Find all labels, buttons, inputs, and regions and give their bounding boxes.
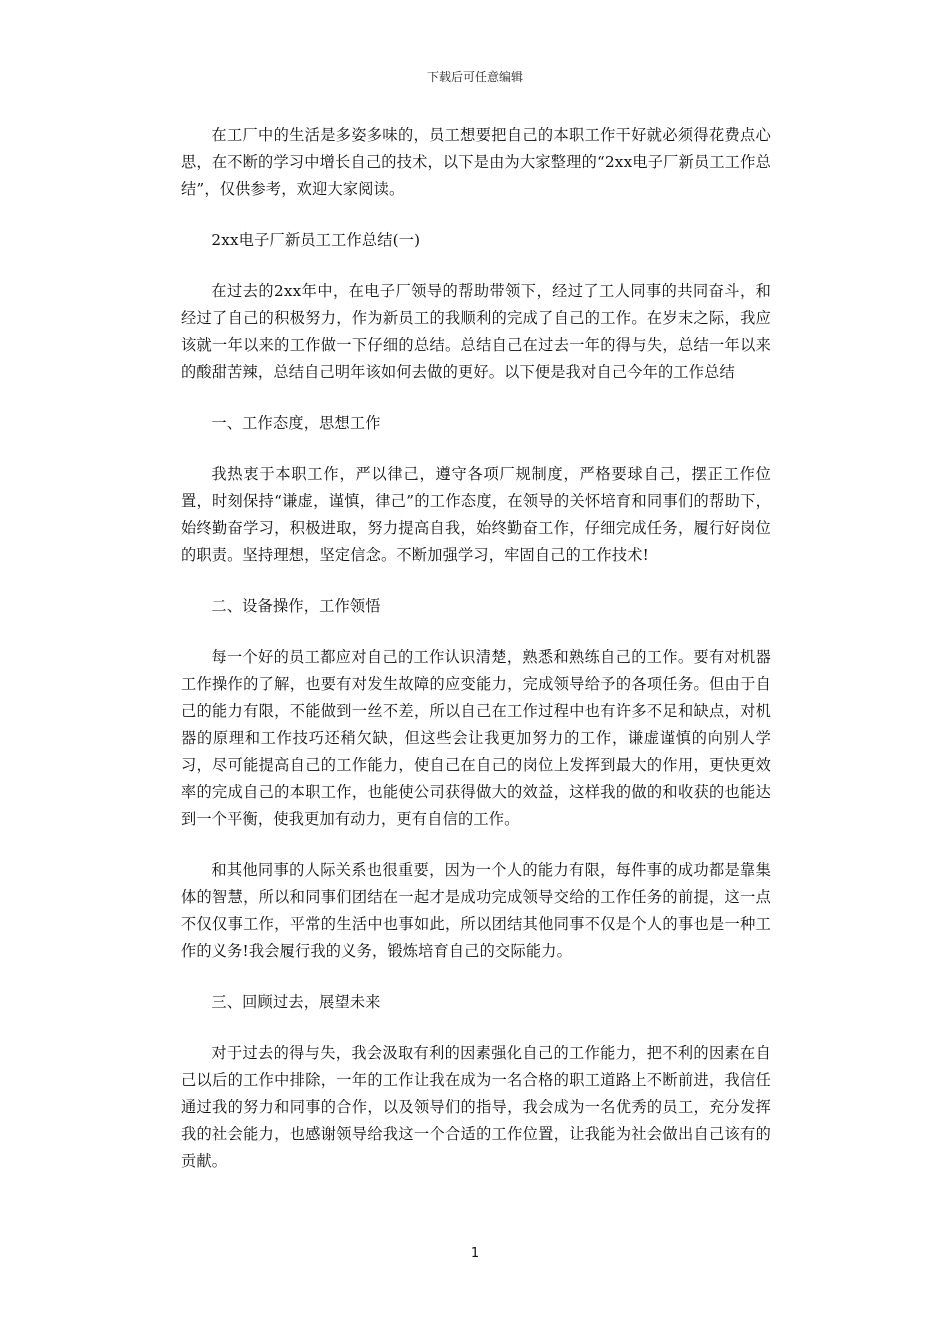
opening-paragraph: 在过去的2xx年中，在电子厂领导的帮助带领下，经过了工人同事的共同奋斗，和经过了自己的积极努力，作为新员工的我顺利的完成了自己的工作。在岁末之际，我应该就一年以来的工作做一下仔细的总结。总结自己在过去一年的得与失，总结一年以来的酸甜苦辣，总结自己明年该如何去做的更好。以下便是我对自己今年的工作总结 bbox=[181, 282, 771, 381]
intro-paragraph: 在工厂中的生活是多姿多味的，员工想要把自己的本职工作干好就必须得花费点心思，在不断的学习中增长自己的技术，以下是由为大家整理的“2xx电子厂新员工工作总结”，仅供参考，欢迎大家阅读。 bbox=[181, 126, 771, 198]
document-title: 2xx电子厂新员工工作总结(一) bbox=[211, 231, 421, 249]
section-1-paragraph: 我热衷于本职工作，严以律己，遵守各项厂规制度，严格要球自己，摆正工作位置，时刻保持“谦虚，谨慎，律己”的工作态度，在领导的关怀培育和同事们的帮助下，始终勤奋学习，积极进取，努力提高自我，始终勤奋工作，仔细完成任务，履行好岗位的职责。坚持理想，坚定信念。不断加强学习，牢固自己的工作技术! bbox=[181, 465, 771, 564]
page-number: 1 bbox=[470, 1246, 480, 1261]
section-3-paragraph: 对于过去的得与失，我会汲取有利的因素强化自己的工作能力，把不利的因素在自己以后的工作中排除，一年的工作让我在成为一名合格的职工道路上不断前进，我信任通过我的努力和同事的合作，以及领导们的指导，我会成为一名优秀的员工，充分发挥我的社会能力，也感谢领导给我这一个合适的工作位置，让我能为社会做出自己该有的贡献。 bbox=[181, 1044, 771, 1170]
section-1-heading: 一、工作态度，思想工作 bbox=[211, 414, 381, 432]
header-note: 下载后可任意编辑 bbox=[426, 70, 523, 84]
section-2-paragraph-2: 和其他同事的人际关系也很重要，因为一个人的能力有限，每件事的成功都是靠集体的智慧，所以和同事们团结在一起才是成功完成领导交给的工作任务的前提，这一点不仅仅事工作，平常的生活中也事如此，所以团结其他同事不仅是个人的事也是一种工作的义务!我会履行我的义务，锻炼培育自己的交际能力。 bbox=[181, 861, 771, 960]
document-body bbox=[181, 122, 771, 1199]
section-3-heading: 三、回顾过去，展望未来 bbox=[211, 993, 381, 1011]
section-2-paragraph-1: 每一个好的员工都应对自己的工作认识清楚，熟悉和熟练自己的工作。要有对机器工作操作的了解，也要有对发生故障的应变能力，完成领导给予的各项任务。但由于自己的能力有限，不能做到一丝不差，所以自己在工作过程中也有许多不足和缺点，对机器的原理和工作技巧还稍欠缺，但这些会让我更加努力的工作，谦虚谨慎的向别人学习，尽可能提高自己的工作能力，使自己在自己的岗位上发挥到最大的作用，更快更效率的完成自己的本职工作，也能使公司获得做大的效益，这样我的做的和收获的也能达到一个平衡，使我更加有动力，更有自信的工作。 bbox=[181, 648, 771, 828]
section-2-heading: 二、设备操作，工作领悟 bbox=[211, 597, 381, 615]
